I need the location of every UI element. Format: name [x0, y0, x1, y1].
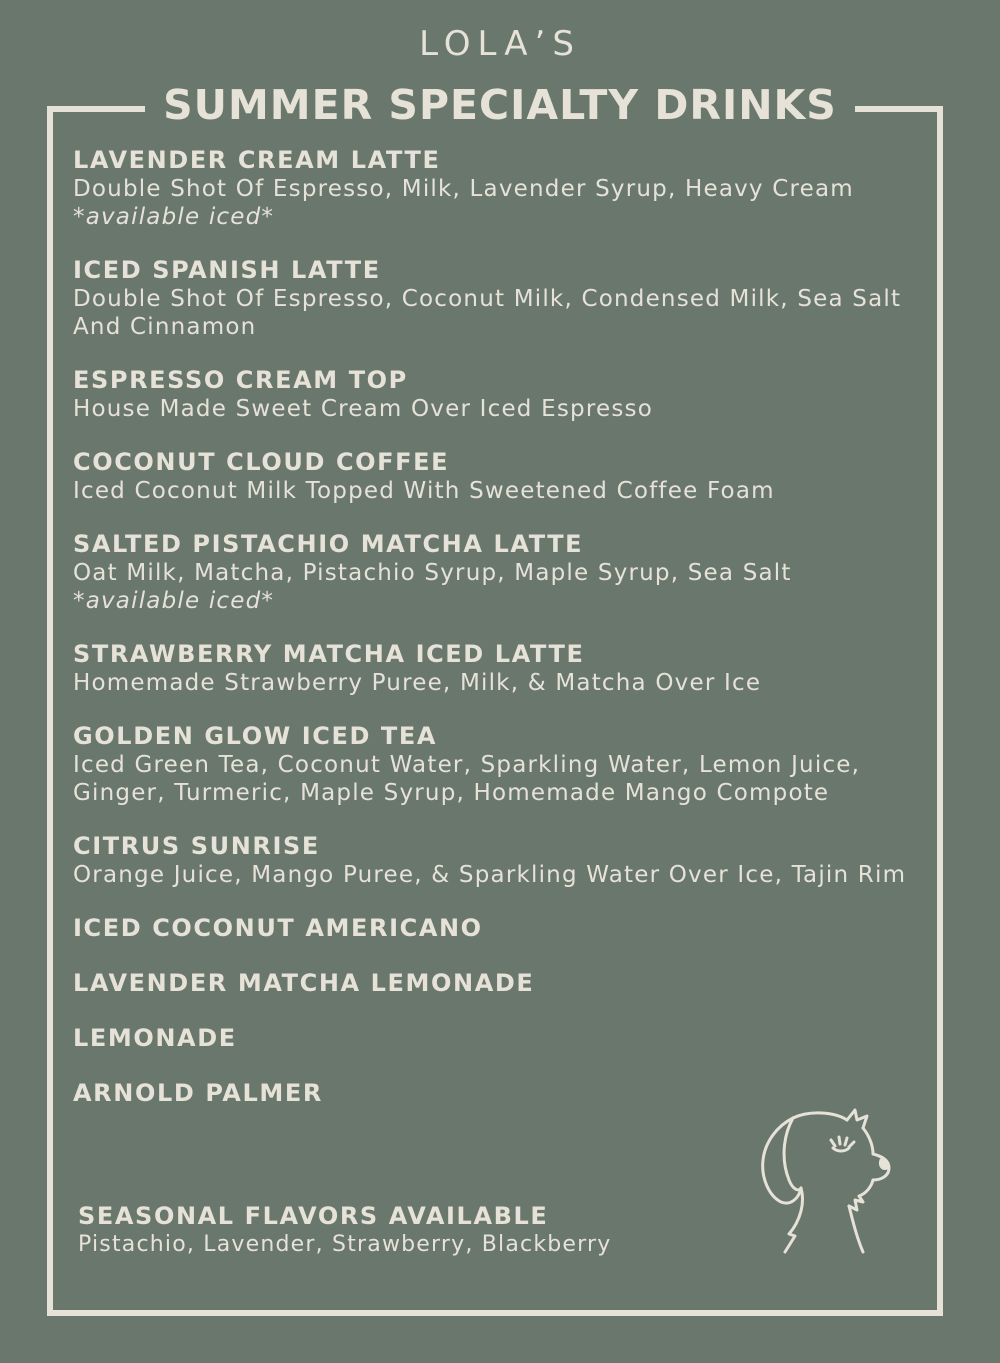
item-name: LAVENDER MATCHA LEMONADE — [73, 969, 535, 997]
item-desc: Homemade Strawberry Puree, Milk, & Matcha Over Ice — [73, 670, 762, 696]
menu-item — [73, 640, 923, 697]
menu-item — [73, 256, 923, 341]
menu-item — [73, 366, 923, 423]
item-desc: House Made Sweet Cream Over Iced Espresso — [73, 396, 653, 422]
item-note: *available iced* — [73, 588, 275, 614]
item-name: ESPRESSO CREAM TOP — [73, 366, 408, 394]
item-desc: Iced Coconut Milk Topped With Sweetened Coffee Foam — [73, 478, 775, 504]
dog-head-icon — [755, 1102, 895, 1262]
menu-item — [73, 969, 923, 998]
item-name: LAVENDER CREAM LATTE — [73, 146, 441, 174]
item-note: *available iced* — [73, 204, 275, 230]
menu-title: SUMMER SPECIALTY DRINKS — [145, 78, 855, 132]
item-desc: Iced Green Tea, Coconut Water, Sparkling Water, Lemon Juice, Ginger, Turmeric, Maple Syrup, Homemade Mango Compote — [73, 752, 861, 806]
menu-item — [73, 1024, 923, 1053]
item-desc: Double Shot Of Espresso, Coconut Milk, Condensed Milk, Sea Salt And Cinnamon — [73, 286, 902, 340]
item-desc: Double Shot Of Espresso, Milk, Lavender Syrup, Heavy Cream *available iced* — [73, 176, 854, 230]
item-name: ICED COCONUT AMERICANO — [73, 914, 483, 942]
seasonal-desc: Pistachio, Lavender, Strawberry, Blackberry — [78, 1232, 612, 1257]
menu-item — [73, 722, 923, 807]
menu-item — [73, 530, 923, 615]
item-name: COCONUT CLOUD COFFEE — [73, 448, 450, 476]
menu-item — [73, 914, 923, 943]
menu-item — [73, 832, 923, 889]
seasonal-flavors — [78, 1202, 778, 1259]
menu-item — [73, 448, 923, 505]
item-name: GOLDEN GLOW ICED TEA — [73, 722, 438, 750]
item-name: ARNOLD PALMER — [73, 1079, 323, 1107]
item-desc: Oat Milk, Matcha, Pistachio Syrup, Maple Syrup, Sea Salt — [73, 560, 792, 586]
seasonal-title: SEASONAL FLAVORS AVAILABLE — [78, 1202, 549, 1230]
item-name: LEMONADE — [73, 1024, 237, 1052]
item-name: CITRUS SUNRISE — [73, 832, 320, 860]
menu-title-wrap — [0, 78, 1000, 132]
brand-logo: LOLA’S — [419, 24, 581, 64]
item-name: SALTED PISTACHIO MATCHA LATTE — [73, 530, 584, 558]
item-name: ICED SPANISH LATTE — [73, 256, 381, 284]
menu-list — [73, 146, 923, 1134]
item-name: STRAWBERRY MATCHA ICED LATTE — [73, 640, 585, 668]
item-desc: Orange Juice, Mango Puree, & Sparkling Water Over Ice, Tajin Rim — [73, 862, 907, 888]
menu-item — [73, 146, 923, 231]
